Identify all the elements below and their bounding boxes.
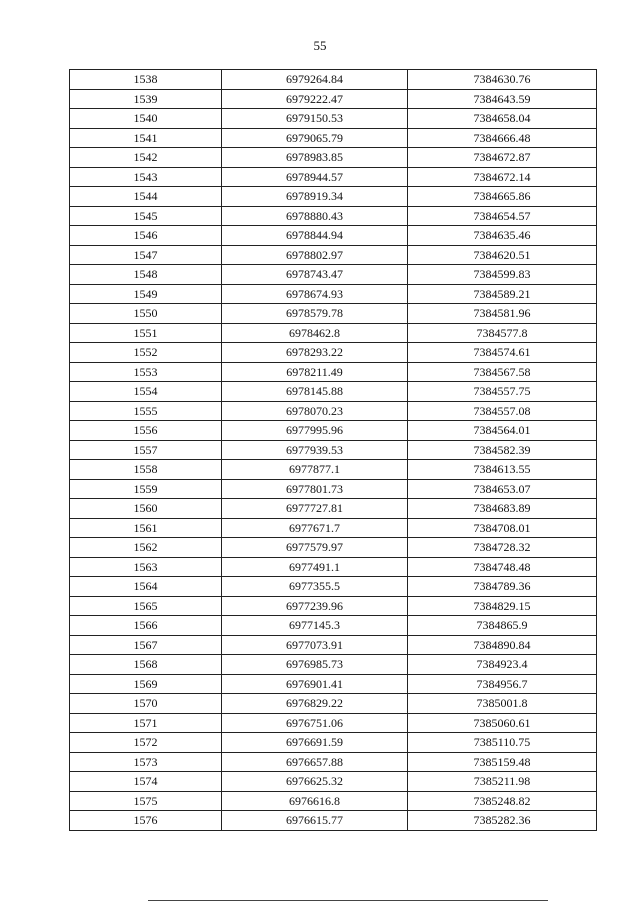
table-row	[70, 635, 597, 655]
x-coordinate-cell: 6978844.94	[222, 226, 408, 246]
table-row	[70, 284, 597, 304]
y-coordinate-cell: 7384666.48	[408, 128, 597, 148]
x-coordinate-cell: 6978743.47	[222, 265, 408, 285]
y-coordinate-cell: 7384829.15	[408, 596, 597, 616]
table-row	[70, 265, 597, 285]
x-coordinate-cell: 6976616.8	[222, 791, 408, 811]
table-row	[70, 304, 597, 324]
x-coordinate-cell: 6978880.43	[222, 206, 408, 226]
y-coordinate-cell: 7384613.55	[408, 460, 597, 480]
y-coordinate-cell: 7384564.01	[408, 421, 597, 441]
x-coordinate-cell: 6979264.84	[222, 70, 408, 90]
x-coordinate-cell: 6977579.97	[222, 538, 408, 558]
table-row	[70, 187, 597, 207]
table-row	[70, 245, 597, 265]
point-number-cell: 1557	[70, 440, 222, 460]
table-row	[70, 167, 597, 187]
table-row	[70, 791, 597, 811]
point-number-cell: 1560	[70, 499, 222, 519]
x-coordinate-cell: 6978293.22	[222, 343, 408, 363]
coordinates-table	[69, 69, 597, 831]
bottom-divider	[148, 900, 548, 901]
y-coordinate-cell: 7384654.57	[408, 206, 597, 226]
x-coordinate-cell: 6978944.57	[222, 167, 408, 187]
table-row	[70, 713, 597, 733]
x-coordinate-cell: 6977073.91	[222, 635, 408, 655]
y-coordinate-cell: 7384620.51	[408, 245, 597, 265]
table-row	[70, 655, 597, 675]
y-coordinate-cell: 7384635.46	[408, 226, 597, 246]
table-row	[70, 343, 597, 363]
y-coordinate-cell: 7384708.01	[408, 518, 597, 538]
table-row	[70, 518, 597, 538]
x-coordinate-cell: 6977939.53	[222, 440, 408, 460]
point-number-cell: 1543	[70, 167, 222, 187]
y-coordinate-cell: 7385060.61	[408, 713, 597, 733]
y-coordinate-cell: 7385001.8	[408, 694, 597, 714]
x-coordinate-cell: 6978579.78	[222, 304, 408, 324]
y-coordinate-cell: 7384728.32	[408, 538, 597, 558]
point-number-cell: 1553	[70, 362, 222, 382]
table-row	[70, 577, 597, 597]
table-row	[70, 440, 597, 460]
y-coordinate-cell: 7385282.36	[408, 811, 597, 831]
x-coordinate-cell: 6976625.32	[222, 772, 408, 792]
point-number-cell: 1566	[70, 616, 222, 636]
x-coordinate-cell: 6978462.8	[222, 323, 408, 343]
y-coordinate-cell: 7384582.39	[408, 440, 597, 460]
point-number-cell: 1540	[70, 109, 222, 129]
point-number-cell: 1573	[70, 752, 222, 772]
y-coordinate-cell: 7385248.82	[408, 791, 597, 811]
table-row	[70, 401, 597, 421]
point-number-cell: 1548	[70, 265, 222, 285]
x-coordinate-cell: 6978211.49	[222, 362, 408, 382]
x-coordinate-cell: 6976615.77	[222, 811, 408, 831]
y-coordinate-cell: 7384567.58	[408, 362, 597, 382]
y-coordinate-cell: 7384589.21	[408, 284, 597, 304]
y-coordinate-cell: 7385159.48	[408, 752, 597, 772]
y-coordinate-cell: 7384557.08	[408, 401, 597, 421]
y-coordinate-cell: 7384658.04	[408, 109, 597, 129]
table-row	[70, 733, 597, 753]
x-coordinate-cell: 6977355.5	[222, 577, 408, 597]
x-coordinate-cell: 6976829.22	[222, 694, 408, 714]
y-coordinate-cell: 7384672.14	[408, 167, 597, 187]
x-coordinate-cell: 6977877.1	[222, 460, 408, 480]
y-coordinate-cell: 7384683.89	[408, 499, 597, 519]
x-coordinate-cell: 6976985.73	[222, 655, 408, 675]
y-coordinate-cell: 7384956.7	[408, 674, 597, 694]
point-number-cell: 1555	[70, 401, 222, 421]
table-row	[70, 499, 597, 519]
y-coordinate-cell: 7384643.59	[408, 89, 597, 109]
point-number-cell: 1563	[70, 557, 222, 577]
y-coordinate-cell: 7384599.83	[408, 265, 597, 285]
point-number-cell: 1549	[70, 284, 222, 304]
x-coordinate-cell: 6976691.59	[222, 733, 408, 753]
table-row	[70, 772, 597, 792]
coordinates-table-body	[70, 70, 597, 831]
table-row	[70, 70, 597, 90]
y-coordinate-cell: 7384630.76	[408, 70, 597, 90]
x-coordinate-cell: 6976751.06	[222, 713, 408, 733]
table-row	[70, 323, 597, 343]
table-row	[70, 382, 597, 402]
y-coordinate-cell: 7384557.75	[408, 382, 597, 402]
y-coordinate-cell: 7384665.86	[408, 187, 597, 207]
table-row	[70, 616, 597, 636]
x-coordinate-cell: 6977145.3	[222, 616, 408, 636]
point-number-cell: 1574	[70, 772, 222, 792]
point-number-cell: 1542	[70, 148, 222, 168]
y-coordinate-cell: 7384890.84	[408, 635, 597, 655]
y-coordinate-cell: 7385110.75	[408, 733, 597, 753]
table-row	[70, 596, 597, 616]
point-number-cell: 1559	[70, 479, 222, 499]
point-number-cell: 1575	[70, 791, 222, 811]
point-number-cell: 1571	[70, 713, 222, 733]
point-number-cell: 1576	[70, 811, 222, 831]
y-coordinate-cell: 7385211.98	[408, 772, 597, 792]
point-number-cell: 1568	[70, 655, 222, 675]
y-coordinate-cell: 7384653.07	[408, 479, 597, 499]
point-number-cell: 1554	[70, 382, 222, 402]
page-number: 55	[313, 38, 327, 53]
point-number-cell: 1556	[70, 421, 222, 441]
table-row	[70, 460, 597, 480]
point-number-cell: 1567	[70, 635, 222, 655]
point-number-cell: 1561	[70, 518, 222, 538]
x-coordinate-cell: 6978919.34	[222, 187, 408, 207]
point-number-cell: 1570	[70, 694, 222, 714]
point-number-cell: 1569	[70, 674, 222, 694]
table-row	[70, 128, 597, 148]
x-coordinate-cell: 6977801.73	[222, 479, 408, 499]
table-row	[70, 538, 597, 558]
table-row	[70, 148, 597, 168]
table-row	[70, 557, 597, 577]
table-row	[70, 811, 597, 831]
point-number-cell: 1539	[70, 89, 222, 109]
x-coordinate-cell: 6976657.88	[222, 752, 408, 772]
point-number-cell: 1558	[70, 460, 222, 480]
table-row	[70, 752, 597, 772]
point-number-cell: 1550	[70, 304, 222, 324]
x-coordinate-cell: 6978145.88	[222, 382, 408, 402]
table-row	[70, 479, 597, 499]
point-number-cell: 1565	[70, 596, 222, 616]
point-number-cell: 1564	[70, 577, 222, 597]
point-number-cell: 1547	[70, 245, 222, 265]
y-coordinate-cell: 7384672.87	[408, 148, 597, 168]
point-number-cell: 1572	[70, 733, 222, 753]
point-number-cell: 1545	[70, 206, 222, 226]
y-coordinate-cell: 7384748.48	[408, 557, 597, 577]
x-coordinate-cell: 6978802.97	[222, 245, 408, 265]
x-coordinate-cell: 6977671.7	[222, 518, 408, 538]
y-coordinate-cell: 7384865.9	[408, 616, 597, 636]
x-coordinate-cell: 6977239.96	[222, 596, 408, 616]
y-coordinate-cell: 7384581.96	[408, 304, 597, 324]
y-coordinate-cell: 7384574.61	[408, 343, 597, 363]
point-number-cell: 1538	[70, 70, 222, 90]
point-number-cell: 1552	[70, 343, 222, 363]
y-coordinate-cell: 7384789.36	[408, 577, 597, 597]
table-row	[70, 206, 597, 226]
table-row	[70, 362, 597, 382]
x-coordinate-cell: 6977727.81	[222, 499, 408, 519]
table-row	[70, 674, 597, 694]
y-coordinate-cell: 7384923.4	[408, 655, 597, 675]
x-coordinate-cell: 6979065.79	[222, 128, 408, 148]
x-coordinate-cell: 6976901.41	[222, 674, 408, 694]
point-number-cell: 1541	[70, 128, 222, 148]
x-coordinate-cell: 6977995.96	[222, 421, 408, 441]
x-coordinate-cell: 6979150.53	[222, 109, 408, 129]
point-number-cell: 1562	[70, 538, 222, 558]
x-coordinate-cell: 6978070.23	[222, 401, 408, 421]
point-number-cell: 1551	[70, 323, 222, 343]
table-row	[70, 421, 597, 441]
x-coordinate-cell: 6978983.85	[222, 148, 408, 168]
table-row	[70, 694, 597, 714]
point-number-cell: 1546	[70, 226, 222, 246]
x-coordinate-cell: 6977491.1	[222, 557, 408, 577]
point-number-cell: 1544	[70, 187, 222, 207]
table-row	[70, 89, 597, 109]
x-coordinate-cell: 6978674.93	[222, 284, 408, 304]
table-row	[70, 226, 597, 246]
table-row	[70, 109, 597, 129]
y-coordinate-cell: 7384577.8	[408, 323, 597, 343]
x-coordinate-cell: 6979222.47	[222, 89, 408, 109]
